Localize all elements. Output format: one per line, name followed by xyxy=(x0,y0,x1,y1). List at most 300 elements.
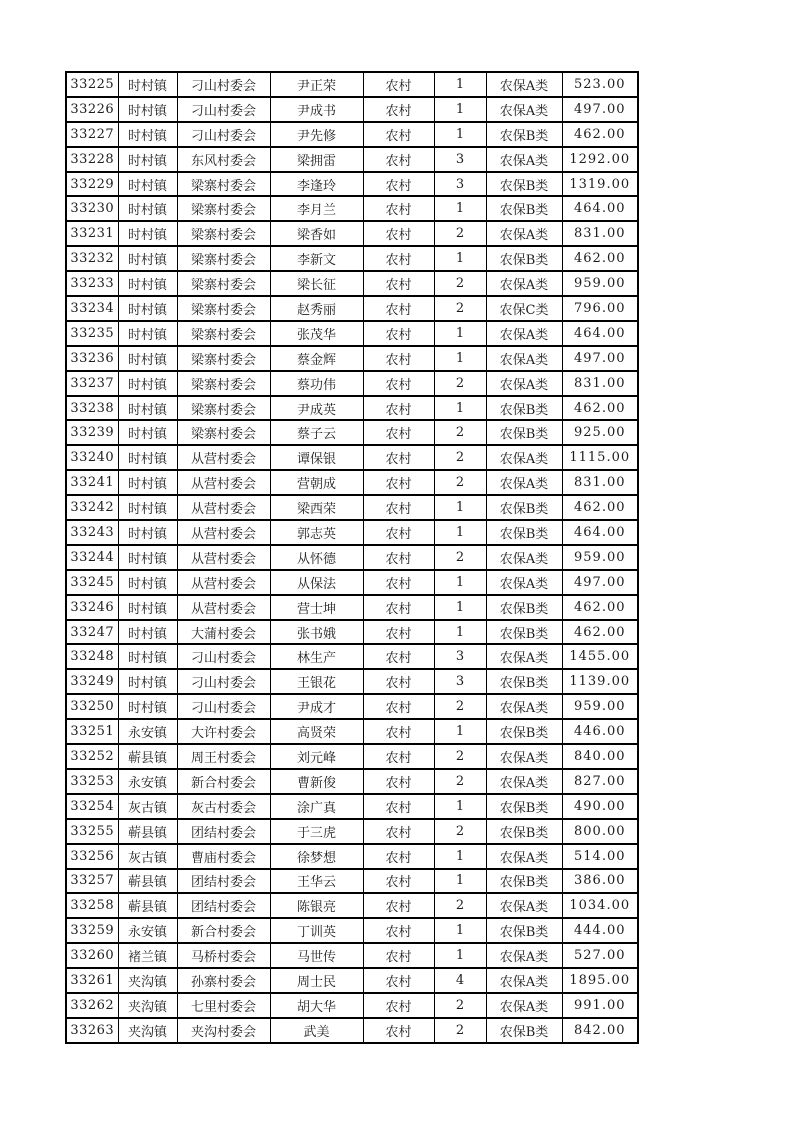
cell-person-name: 尹正荣 xyxy=(270,72,363,97)
cell-village-committee: 新合村委会 xyxy=(177,769,270,794)
cell-village-committee: 梁寨村委会 xyxy=(177,271,270,296)
cell-household-type: 农村 xyxy=(363,819,434,844)
table-row xyxy=(66,769,638,794)
cell-person-count: 1 xyxy=(434,570,486,595)
cell-amount: 464.00 xyxy=(562,321,638,346)
table-row xyxy=(66,669,638,694)
cell-village-committee: 刁山村委会 xyxy=(177,644,270,669)
cell-amount: 446.00 xyxy=(562,719,638,744)
cell-record-id: 33238 xyxy=(66,396,118,421)
cell-record-id: 33248 xyxy=(66,644,118,669)
table-row xyxy=(66,595,638,620)
cell-person-count: 1 xyxy=(434,495,486,520)
cell-village-committee: 马桥村委会 xyxy=(177,943,270,968)
cell-insurance-category: 农保B类 xyxy=(486,719,562,744)
cell-record-id: 33243 xyxy=(66,520,118,545)
cell-insurance-category: 农保A类 xyxy=(486,371,562,396)
cell-amount: 462.00 xyxy=(562,620,638,645)
cell-village-committee: 团结村委会 xyxy=(177,869,270,894)
cell-town: 时村镇 xyxy=(118,97,177,122)
cell-household-type: 农村 xyxy=(363,644,434,669)
cell-insurance-category: 农保A类 xyxy=(486,744,562,769)
table-row xyxy=(66,172,638,197)
table-row xyxy=(66,321,638,346)
cell-person-count: 1 xyxy=(434,97,486,122)
cell-person-count: 1 xyxy=(434,321,486,346)
cell-household-type: 农村 xyxy=(363,396,434,421)
table-row xyxy=(66,122,638,147)
cell-village-committee: 梁寨村委会 xyxy=(177,420,270,445)
cell-household-type: 农村 xyxy=(363,246,434,271)
cell-person-count: 2 xyxy=(434,271,486,296)
cell-person-name: 李新文 xyxy=(270,246,363,271)
cell-record-id: 33245 xyxy=(66,570,118,595)
cell-household-type: 农村 xyxy=(363,346,434,371)
cell-household-type: 农村 xyxy=(363,122,434,147)
cell-town: 时村镇 xyxy=(118,420,177,445)
cell-village-committee: 从营村委会 xyxy=(177,570,270,595)
cell-town: 夹沟镇 xyxy=(118,968,177,993)
cell-village-committee: 曹庙村委会 xyxy=(177,844,270,869)
table-row xyxy=(66,1018,638,1043)
cell-insurance-category: 农保A类 xyxy=(486,694,562,719)
table-row xyxy=(66,346,638,371)
cell-town: 蕲县镇 xyxy=(118,869,177,894)
cell-person-name: 李逢玲 xyxy=(270,172,363,197)
cell-record-id: 33233 xyxy=(66,271,118,296)
cell-record-id: 33251 xyxy=(66,719,118,744)
table-row xyxy=(66,147,638,172)
cell-record-id: 33250 xyxy=(66,694,118,719)
cell-amount: 527.00 xyxy=(562,943,638,968)
cell-household-type: 农村 xyxy=(363,570,434,595)
cell-record-id: 33228 xyxy=(66,147,118,172)
cell-insurance-category: 农保A类 xyxy=(486,993,562,1018)
cell-person-name: 梁拥雷 xyxy=(270,147,363,172)
cell-household-type: 农村 xyxy=(363,918,434,943)
cell-village-committee: 梁寨村委会 xyxy=(177,396,270,421)
cell-person-name: 营朝成 xyxy=(270,470,363,495)
cell-person-count: 1 xyxy=(434,72,486,97)
cell-household-type: 农村 xyxy=(363,844,434,869)
cell-insurance-category: 农保A类 xyxy=(486,346,562,371)
cell-person-name: 从保法 xyxy=(270,570,363,595)
cell-village-committee: 刁山村委会 xyxy=(177,97,270,122)
cell-amount: 497.00 xyxy=(562,570,638,595)
cell-record-id: 33263 xyxy=(66,1018,118,1043)
cell-record-id: 33240 xyxy=(66,445,118,470)
cell-household-type: 农村 xyxy=(363,97,434,122)
cell-person-name: 尹成才 xyxy=(270,694,363,719)
cell-person-name: 张茂华 xyxy=(270,321,363,346)
table-row xyxy=(66,744,638,769)
cell-record-id: 33256 xyxy=(66,844,118,869)
cell-town: 时村镇 xyxy=(118,346,177,371)
table-row xyxy=(66,794,638,819)
cell-town: 时村镇 xyxy=(118,296,177,321)
cell-village-committee: 团结村委会 xyxy=(177,893,270,918)
cell-household-type: 农村 xyxy=(363,744,434,769)
cell-person-name: 营士坤 xyxy=(270,595,363,620)
cell-person-name: 张书娥 xyxy=(270,620,363,645)
cell-amount: 959.00 xyxy=(562,545,638,570)
table-row xyxy=(66,620,638,645)
cell-household-type: 农村 xyxy=(363,495,434,520)
cell-insurance-category: 农保B类 xyxy=(486,495,562,520)
cell-insurance-category: 农保B类 xyxy=(486,620,562,645)
cell-household-type: 农村 xyxy=(363,271,434,296)
cell-amount: 464.00 xyxy=(562,196,638,221)
cell-person-name: 蔡子云 xyxy=(270,420,363,445)
cell-village-committee: 从营村委会 xyxy=(177,545,270,570)
cell-household-type: 农村 xyxy=(363,869,434,894)
cell-amount: 523.00 xyxy=(562,72,638,97)
cell-village-committee: 团结村委会 xyxy=(177,819,270,844)
cell-insurance-category: 农保B类 xyxy=(486,1018,562,1043)
table-row xyxy=(66,271,638,296)
cell-town: 蕲县镇 xyxy=(118,744,177,769)
table-row xyxy=(66,918,638,943)
cell-record-id: 33244 xyxy=(66,545,118,570)
cell-household-type: 农村 xyxy=(363,545,434,570)
cell-household-type: 农村 xyxy=(363,147,434,172)
cell-insurance-category: 农保B类 xyxy=(486,794,562,819)
table-row xyxy=(66,943,638,968)
table-row xyxy=(66,545,638,570)
cell-amount: 462.00 xyxy=(562,122,638,147)
cell-record-id: 33239 xyxy=(66,420,118,445)
cell-record-id: 33259 xyxy=(66,918,118,943)
cell-village-committee: 从营村委会 xyxy=(177,445,270,470)
cell-person-name: 陈银亮 xyxy=(270,893,363,918)
cell-household-type: 农村 xyxy=(363,620,434,645)
cell-town: 时村镇 xyxy=(118,694,177,719)
cell-insurance-category: 农保A类 xyxy=(486,968,562,993)
cell-town: 褚兰镇 xyxy=(118,943,177,968)
cell-person-name: 尹先修 xyxy=(270,122,363,147)
cell-person-count: 3 xyxy=(434,644,486,669)
cell-insurance-category: 农保B类 xyxy=(486,595,562,620)
cell-person-name: 曹新俊 xyxy=(270,769,363,794)
table-row xyxy=(66,869,638,894)
cell-village-committee: 梁寨村委会 xyxy=(177,371,270,396)
cell-town: 时村镇 xyxy=(118,321,177,346)
cell-village-committee: 刁山村委会 xyxy=(177,122,270,147)
table-row xyxy=(66,968,638,993)
cell-record-id: 33232 xyxy=(66,246,118,271)
cell-record-id: 33230 xyxy=(66,196,118,221)
cell-insurance-category: 农保B类 xyxy=(486,918,562,943)
cell-person-count: 2 xyxy=(434,371,486,396)
cell-person-count: 2 xyxy=(434,769,486,794)
cell-insurance-category: 农保B类 xyxy=(486,196,562,221)
cell-amount: 1319.00 xyxy=(562,172,638,197)
cell-person-name: 涂广真 xyxy=(270,794,363,819)
cell-amount: 1292.00 xyxy=(562,147,638,172)
cell-person-count: 4 xyxy=(434,968,486,993)
cell-record-id: 33235 xyxy=(66,321,118,346)
cell-amount: 991.00 xyxy=(562,993,638,1018)
cell-insurance-category: 农保A类 xyxy=(486,644,562,669)
table-row xyxy=(66,819,638,844)
cell-insurance-category: 农保A类 xyxy=(486,545,562,570)
cell-village-committee: 梁寨村委会 xyxy=(177,196,270,221)
cell-person-count: 2 xyxy=(434,420,486,445)
cell-record-id: 33246 xyxy=(66,595,118,620)
cell-record-id: 33237 xyxy=(66,371,118,396)
cell-household-type: 农村 xyxy=(363,993,434,1018)
cell-household-type: 农村 xyxy=(363,72,434,97)
cell-town: 永安镇 xyxy=(118,918,177,943)
cell-insurance-category: 农保A类 xyxy=(486,893,562,918)
cell-insurance-category: 农保A类 xyxy=(486,570,562,595)
cell-insurance-category: 农保B类 xyxy=(486,420,562,445)
cell-household-type: 农村 xyxy=(363,1018,434,1043)
cell-person-count: 1 xyxy=(434,122,486,147)
cell-town: 永安镇 xyxy=(118,769,177,794)
cell-insurance-category: 农保A类 xyxy=(486,321,562,346)
cell-record-id: 33229 xyxy=(66,172,118,197)
cell-amount: 386.00 xyxy=(562,869,638,894)
cell-person-count: 2 xyxy=(434,893,486,918)
cell-person-name: 尹成英 xyxy=(270,396,363,421)
cell-town: 时村镇 xyxy=(118,495,177,520)
cell-household-type: 农村 xyxy=(363,371,434,396)
cell-town: 时村镇 xyxy=(118,620,177,645)
cell-person-count: 1 xyxy=(434,346,486,371)
cell-person-count: 2 xyxy=(434,819,486,844)
cell-amount: 840.00 xyxy=(562,744,638,769)
cell-town: 永安镇 xyxy=(118,719,177,744)
cell-record-id: 33262 xyxy=(66,993,118,1018)
cell-person-count: 2 xyxy=(434,221,486,246)
cell-person-name: 刘元峰 xyxy=(270,744,363,769)
cell-person-name: 梁长征 xyxy=(270,271,363,296)
cell-person-count: 3 xyxy=(434,669,486,694)
cell-person-count: 2 xyxy=(434,296,486,321)
table-row xyxy=(66,296,638,321)
table-row xyxy=(66,396,638,421)
cell-village-committee: 梁寨村委会 xyxy=(177,221,270,246)
cell-village-committee: 新合村委会 xyxy=(177,918,270,943)
cell-household-type: 农村 xyxy=(363,445,434,470)
cell-amount: 1115.00 xyxy=(562,445,638,470)
table-body xyxy=(66,72,638,1043)
cell-insurance-category: 农保C类 xyxy=(486,296,562,321)
cell-person-count: 1 xyxy=(434,595,486,620)
cell-village-committee: 刁山村委会 xyxy=(177,72,270,97)
cell-insurance-category: 农保A类 xyxy=(486,271,562,296)
cell-town: 时村镇 xyxy=(118,122,177,147)
cell-person-count: 1 xyxy=(434,520,486,545)
cell-town: 时村镇 xyxy=(118,545,177,570)
table-row xyxy=(66,644,638,669)
cell-person-count: 2 xyxy=(434,744,486,769)
table-row xyxy=(66,993,638,1018)
cell-village-committee: 夹沟村委会 xyxy=(177,1018,270,1043)
cell-insurance-category: 农保B类 xyxy=(486,520,562,545)
cell-village-committee: 从营村委会 xyxy=(177,470,270,495)
cell-person-name: 胡大华 xyxy=(270,993,363,1018)
cell-record-id: 33241 xyxy=(66,470,118,495)
cell-town: 时村镇 xyxy=(118,196,177,221)
cell-household-type: 农村 xyxy=(363,595,434,620)
cell-person-count: 1 xyxy=(434,719,486,744)
cell-household-type: 农村 xyxy=(363,221,434,246)
cell-person-name: 梁西荣 xyxy=(270,495,363,520)
table-row xyxy=(66,893,638,918)
cell-village-committee: 刁山村委会 xyxy=(177,669,270,694)
cell-village-committee: 梁寨村委会 xyxy=(177,172,270,197)
cell-town: 时村镇 xyxy=(118,595,177,620)
cell-amount: 800.00 xyxy=(562,819,638,844)
cell-person-count: 2 xyxy=(434,545,486,570)
cell-village-committee: 梁寨村委会 xyxy=(177,321,270,346)
cell-record-id: 33252 xyxy=(66,744,118,769)
cell-town: 蕲县镇 xyxy=(118,893,177,918)
cell-person-name: 尹成书 xyxy=(270,97,363,122)
cell-household-type: 农村 xyxy=(363,172,434,197)
cell-insurance-category: 农保A类 xyxy=(486,470,562,495)
cell-insurance-category: 农保B类 xyxy=(486,819,562,844)
table-row xyxy=(66,844,638,869)
table-row xyxy=(66,495,638,520)
cell-person-name: 徐梦想 xyxy=(270,844,363,869)
cell-amount: 831.00 xyxy=(562,371,638,396)
cell-amount: 462.00 xyxy=(562,246,638,271)
cell-person-count: 1 xyxy=(434,869,486,894)
cell-village-committee: 从营村委会 xyxy=(177,495,270,520)
cell-household-type: 农村 xyxy=(363,420,434,445)
cell-village-committee: 梁寨村委会 xyxy=(177,246,270,271)
cell-insurance-category: 农保A类 xyxy=(486,97,562,122)
cell-town: 时村镇 xyxy=(118,570,177,595)
table-row xyxy=(66,470,638,495)
cell-town: 时村镇 xyxy=(118,72,177,97)
cell-household-type: 农村 xyxy=(363,669,434,694)
cell-insurance-category: 农保A类 xyxy=(486,445,562,470)
cell-village-committee: 大蒲村委会 xyxy=(177,620,270,645)
cell-village-committee: 刁山村委会 xyxy=(177,694,270,719)
cell-insurance-category: 农保A类 xyxy=(486,72,562,97)
cell-amount: 464.00 xyxy=(562,520,638,545)
cell-person-count: 1 xyxy=(434,246,486,271)
cell-record-id: 33257 xyxy=(66,869,118,894)
table-row xyxy=(66,445,638,470)
cell-amount: 1455.00 xyxy=(562,644,638,669)
cell-village-committee: 从营村委会 xyxy=(177,520,270,545)
cell-insurance-category: 农保B类 xyxy=(486,396,562,421)
cell-person-count: 2 xyxy=(434,445,486,470)
cell-person-count: 2 xyxy=(434,470,486,495)
table-row xyxy=(66,97,638,122)
cell-village-committee: 孙寨村委会 xyxy=(177,968,270,993)
cell-insurance-category: 农保A类 xyxy=(486,943,562,968)
cell-town: 灰古镇 xyxy=(118,794,177,819)
cell-amount: 1895.00 xyxy=(562,968,638,993)
cell-amount: 842.00 xyxy=(562,1018,638,1043)
cell-town: 时村镇 xyxy=(118,147,177,172)
cell-village-committee: 从营村委会 xyxy=(177,595,270,620)
cell-town: 时村镇 xyxy=(118,644,177,669)
cell-town: 时村镇 xyxy=(118,246,177,271)
cell-insurance-category: 农保B类 xyxy=(486,122,562,147)
cell-person-name: 武美 xyxy=(270,1018,363,1043)
cell-person-name: 蔡金辉 xyxy=(270,346,363,371)
cell-record-id: 33236 xyxy=(66,346,118,371)
cell-record-id: 33253 xyxy=(66,769,118,794)
cell-village-committee: 梁寨村委会 xyxy=(177,296,270,321)
table-row xyxy=(66,694,638,719)
cell-person-name: 周士民 xyxy=(270,968,363,993)
cell-record-id: 33231 xyxy=(66,221,118,246)
cell-town: 时村镇 xyxy=(118,470,177,495)
cell-person-name: 郭志英 xyxy=(270,520,363,545)
cell-amount: 1139.00 xyxy=(562,669,638,694)
cell-village-committee: 梁寨村委会 xyxy=(177,346,270,371)
cell-amount: 514.00 xyxy=(562,844,638,869)
cell-household-type: 农村 xyxy=(363,296,434,321)
cell-record-id: 33242 xyxy=(66,495,118,520)
cell-village-committee: 大许村委会 xyxy=(177,719,270,744)
cell-town: 时村镇 xyxy=(118,371,177,396)
cell-household-type: 农村 xyxy=(363,694,434,719)
cell-insurance-category: 农保A类 xyxy=(486,221,562,246)
cell-person-name: 赵秀丽 xyxy=(270,296,363,321)
table-row xyxy=(66,196,638,221)
cell-household-type: 农村 xyxy=(363,321,434,346)
cell-town: 时村镇 xyxy=(118,396,177,421)
table-row xyxy=(66,72,638,97)
cell-insurance-category: 农保A类 xyxy=(486,769,562,794)
cell-town: 时村镇 xyxy=(118,669,177,694)
cell-person-count: 1 xyxy=(434,620,486,645)
cell-record-id: 33226 xyxy=(66,97,118,122)
cell-record-id: 33249 xyxy=(66,669,118,694)
cell-amount: 959.00 xyxy=(562,694,638,719)
cell-village-committee: 周王村委会 xyxy=(177,744,270,769)
cell-town: 灰古镇 xyxy=(118,844,177,869)
cell-household-type: 农村 xyxy=(363,794,434,819)
insurance-records-table xyxy=(65,71,639,1044)
cell-person-name: 丁训英 xyxy=(270,918,363,943)
cell-amount: 1034.00 xyxy=(562,893,638,918)
cell-household-type: 农村 xyxy=(363,769,434,794)
cell-person-name: 梁香如 xyxy=(270,221,363,246)
cell-record-id: 33227 xyxy=(66,122,118,147)
cell-village-committee: 七里村委会 xyxy=(177,993,270,1018)
cell-person-count: 1 xyxy=(434,918,486,943)
table-row xyxy=(66,420,638,445)
cell-town: 夹沟镇 xyxy=(118,1018,177,1043)
cell-town: 蕲县镇 xyxy=(118,819,177,844)
cell-amount: 462.00 xyxy=(562,396,638,421)
cell-amount: 831.00 xyxy=(562,470,638,495)
table-row xyxy=(66,246,638,271)
cell-household-type: 农村 xyxy=(363,196,434,221)
cell-town: 时村镇 xyxy=(118,221,177,246)
cell-person-count: 1 xyxy=(434,196,486,221)
cell-town: 夹沟镇 xyxy=(118,993,177,1018)
cell-household-type: 农村 xyxy=(363,470,434,495)
cell-insurance-category: 农保B类 xyxy=(486,172,562,197)
cell-amount: 490.00 xyxy=(562,794,638,819)
cell-person-count: 1 xyxy=(434,396,486,421)
cell-person-count: 2 xyxy=(434,694,486,719)
cell-record-id: 33234 xyxy=(66,296,118,321)
cell-person-name: 李月兰 xyxy=(270,196,363,221)
cell-person-count: 2 xyxy=(434,993,486,1018)
